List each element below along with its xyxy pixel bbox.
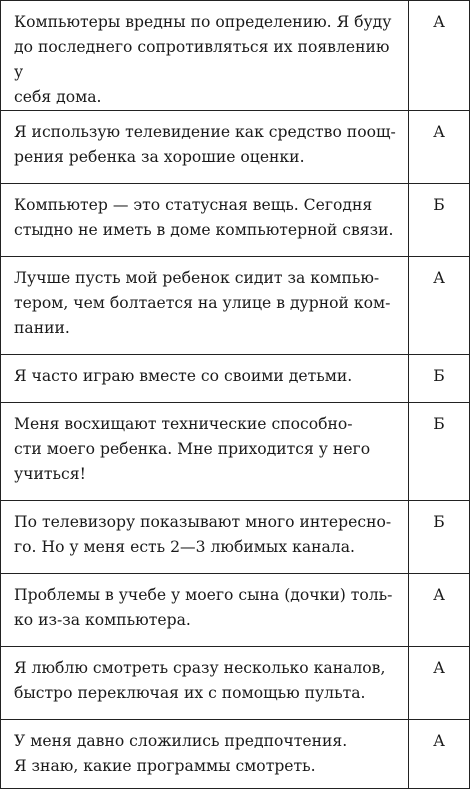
answer-letter: А — [433, 586, 445, 604]
answer-letter: Б — [433, 196, 445, 214]
answer-cell — [409, 184, 470, 257]
statement-text: Я часто играю вместе со своими детьми. — [14, 367, 353, 385]
table-row — [1, 647, 470, 720]
statement-cell — [1, 403, 409, 501]
statement-cell — [1, 574, 409, 647]
statement-text: Лучше пусть мой ребенок сидит за компью- тером, чем болтается на улице в дурной ком- пании. — [14, 269, 391, 337]
answer-cell — [409, 501, 470, 574]
table-row — [1, 403, 470, 501]
answer-letter: Б — [433, 513, 445, 531]
answer-cell — [409, 111, 470, 184]
table-row — [1, 184, 470, 257]
statement-cell — [1, 720, 409, 789]
answer-cell — [409, 574, 470, 647]
table-row — [1, 257, 470, 355]
statement-cell — [1, 257, 409, 355]
answer-letter: Б — [433, 415, 445, 433]
statement-cell — [1, 1, 409, 111]
statement-text: У меня давно сложились предпочтения. Я знаю, какие программы смотреть. — [14, 732, 348, 775]
answer-letter: А — [433, 732, 445, 750]
answer-letter: А — [433, 13, 445, 31]
answer-cell — [409, 403, 470, 501]
answer-letter: А — [433, 659, 445, 677]
statement-text: Я использую телевидение как средство поощ- рения ребенка за хорошие оценки. — [14, 123, 396, 166]
answer-letter: А — [433, 269, 445, 287]
statement-cell — [1, 355, 409, 403]
statement-text: Проблемы в учебе у моего сына (дочки) толь- ко из-за компьютера. — [14, 586, 393, 629]
statement-text: По телевизору показывают много интересно- го. Но у меня есть 2—3 любимых канала. — [14, 513, 392, 556]
answer-letter: Б — [433, 367, 445, 385]
statement-cell — [1, 647, 409, 720]
statement-text: Меня восхищают технические способно- сти моего ребенка. Мне приходится у него учиться! — [14, 415, 371, 483]
statement-text: Я люблю смотреть сразу несколько каналов, быстро переключая их с помощью пульта. — [14, 659, 386, 702]
table-row — [1, 111, 470, 184]
table-row — [1, 501, 470, 574]
statement-text: Компьютер — это статусная вещь. Сегодня стыдно не иметь в доме компьютерной связи. — [14, 196, 394, 239]
answer-cell — [409, 355, 470, 403]
answer-cell — [409, 257, 470, 355]
statement-text: Компьютеры вредны по определению. Я буду до последнего сопротивляться их появлению у себя дома. — [14, 13, 392, 106]
statement-cell — [1, 184, 409, 257]
answer-cell — [409, 647, 470, 720]
answer-letter: А — [433, 123, 445, 141]
table-row — [1, 574, 470, 647]
statement-cell — [1, 501, 409, 574]
table-row — [1, 720, 470, 789]
answer-cell — [409, 720, 470, 789]
statement-cell — [1, 111, 409, 184]
table-row — [1, 355, 470, 403]
answer-cell — [409, 1, 470, 111]
table-row — [1, 1, 470, 111]
